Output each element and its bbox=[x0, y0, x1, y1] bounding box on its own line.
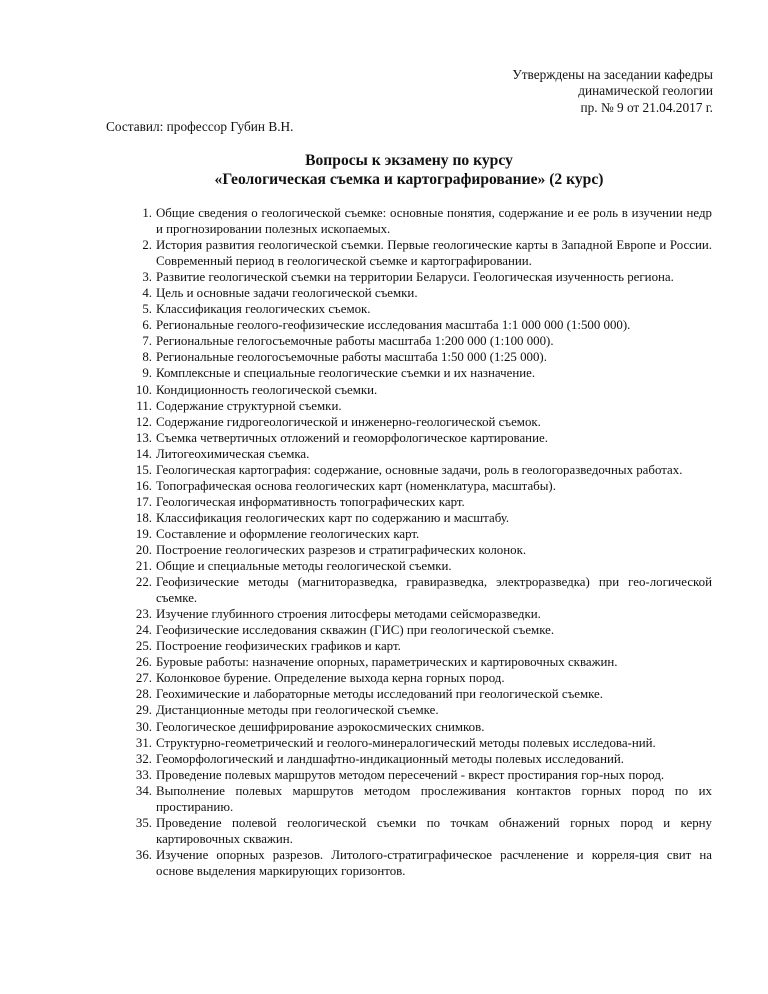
question-text: Геофизические методы (магниторазведка, гравиразведка, электроразведка) при гео-логической съемке. bbox=[156, 575, 712, 606]
question-number: 4. bbox=[142, 286, 152, 301]
question-list bbox=[0, 205, 712, 879]
question-text: Построение геофизических графиков и карт. bbox=[156, 639, 401, 654]
question-text: Изучение опорных разрезов. Литолого-стратиграфическое расчленение и корреля-ция свит на основе выделения маркирующих горизонтов. bbox=[156, 847, 712, 878]
approval-note bbox=[512, 67, 713, 116]
question-item bbox=[135, 574, 712, 606]
question-number: 6. bbox=[142, 318, 152, 333]
question-number: 18. bbox=[135, 510, 152, 525]
document-heading bbox=[106, 151, 712, 189]
question-text: Цель и основные задачи геологической съемки. bbox=[156, 286, 418, 301]
question-text: Проведение полевой геологической съемки по точкам обнажений горных пород и керну картировочных скважин. bbox=[156, 815, 712, 846]
approval-line: динамической геологии bbox=[578, 83, 713, 99]
question-number: 36. bbox=[135, 847, 152, 862]
question-number: 10. bbox=[135, 382, 152, 397]
question-text: Выполнение полевых маршрутов методом прослеживания контактов горных пород по их простиранию. bbox=[156, 783, 712, 814]
question-text: Геологическое дешифрирование аэрокосмических снимков. bbox=[156, 719, 485, 734]
question-text: Содержание структурной съемки. bbox=[156, 398, 342, 413]
question-number: 30. bbox=[135, 719, 152, 734]
question-text: Региональные гелогосъемочные работы масштаба 1:200 000 (1:100 000). bbox=[156, 334, 554, 349]
question-number: 11. bbox=[136, 398, 152, 413]
question-number: 32. bbox=[135, 751, 152, 766]
question-text: Топографическая основа геологических карт (номенклатура, масштабы). bbox=[156, 478, 556, 493]
approval-line: пр. № 9 от 21.04.2017 г. bbox=[580, 99, 713, 115]
question-item bbox=[135, 751, 712, 767]
question-text: Геохимические и лабораторные методы исследований при геологической съемке. bbox=[156, 687, 603, 702]
heading-line: Вопросы к экзамену по курсу bbox=[305, 152, 513, 169]
question-item bbox=[142, 333, 712, 349]
question-number: 25. bbox=[135, 639, 152, 654]
question-item bbox=[142, 301, 712, 317]
question-item bbox=[135, 510, 712, 526]
question-number: 15. bbox=[135, 462, 152, 477]
question-number: 14. bbox=[135, 446, 152, 461]
question-item bbox=[135, 414, 712, 430]
question-number: 2. bbox=[142, 238, 152, 253]
question-text: Классификация геологических съемок. bbox=[156, 302, 371, 317]
question-number: 24. bbox=[135, 623, 152, 638]
question-number: 27. bbox=[135, 671, 152, 686]
question-item bbox=[135, 847, 712, 879]
question-item bbox=[135, 686, 712, 702]
question-text: Классификация геологических карт по содержанию и масштабу. bbox=[156, 510, 510, 525]
question-text: Региональные геолого-геофизические исследования масштаба 1:1 000 000 (1:500 000). bbox=[156, 318, 631, 333]
question-number: 8. bbox=[142, 350, 152, 365]
question-item bbox=[135, 702, 712, 718]
question-item bbox=[142, 349, 712, 365]
question-item bbox=[135, 494, 712, 510]
question-item bbox=[135, 670, 712, 686]
question-number: 23. bbox=[135, 607, 152, 622]
question-number: 7. bbox=[142, 334, 152, 349]
question-item bbox=[135, 719, 712, 735]
question-item bbox=[135, 783, 712, 815]
question-item bbox=[135, 430, 712, 446]
question-text: Общие сведения о геологической съемке: основные понятия, содержание и ее роль в изучении недр и прогнозировании полезных ископаемых. bbox=[156, 206, 712, 237]
question-text: Геологическая картография: содержание, основные задачи, роль в геологоразведочных работах. bbox=[156, 462, 683, 477]
question-number: 13. bbox=[135, 430, 152, 445]
question-item bbox=[142, 237, 712, 269]
question-text: Геофизические исследования скважин (ГИС) при геологической съемке. bbox=[156, 623, 555, 638]
question-number: 17. bbox=[135, 494, 152, 509]
question-number: 31. bbox=[135, 735, 152, 750]
question-item bbox=[135, 478, 712, 494]
question-text: Составление и оформление геологических карт. bbox=[156, 526, 420, 541]
question-text: Кондиционность геологической съемки. bbox=[156, 382, 378, 397]
question-text: Колонковое бурение. Определение выхода керна горных пород. bbox=[156, 671, 505, 686]
question-number: 19. bbox=[135, 526, 152, 541]
question-text: Развитие геологической съемки на территории Беларуси. Геологическая изученность региона. bbox=[156, 270, 674, 285]
question-item bbox=[135, 638, 712, 654]
question-item bbox=[135, 622, 712, 638]
author-line: Составил: профессор Губин В.Н. bbox=[106, 119, 294, 134]
question-text: Дистанционные методы при геологической съемке. bbox=[156, 703, 439, 718]
question-number: 28. bbox=[135, 687, 152, 702]
question-number: 26. bbox=[135, 655, 152, 670]
question-item bbox=[135, 606, 712, 622]
approval-line: Утверждены на заседании кафедры bbox=[512, 67, 713, 82]
question-text: Проведение полевых маршрутов методом пересечений - вкрест простирания гор-ных пород. bbox=[156, 767, 665, 782]
question-text: История развития геологической съемки. Первые геологические карты в Западной Европе и России. Современный период в геологической съемке и картографировании. bbox=[156, 238, 712, 269]
question-item bbox=[135, 526, 712, 542]
question-text: Региональные геологосъемочные работы масштаба 1:50 000 (1:25 000). bbox=[156, 350, 547, 365]
question-item bbox=[135, 382, 712, 398]
question-number: 5. bbox=[142, 302, 152, 317]
question-text: Буровые работы: назначение опорных, параметрических и картировочных скважин. bbox=[156, 655, 618, 670]
question-text: Общие и специальные методы геологической съемки. bbox=[156, 559, 452, 574]
question-item bbox=[142, 205, 712, 237]
question-item bbox=[135, 815, 712, 847]
question-number: 9. bbox=[142, 366, 152, 381]
question-item bbox=[135, 558, 712, 574]
question-item bbox=[136, 398, 712, 414]
question-number: 35. bbox=[135, 815, 152, 830]
question-number: 22. bbox=[135, 575, 152, 590]
question-item bbox=[142, 317, 712, 333]
question-number: 29. bbox=[135, 703, 152, 718]
question-item bbox=[135, 767, 712, 783]
question-item bbox=[135, 735, 712, 751]
question-text: Содержание гидрогеологической и инженерно-геологической съемок. bbox=[156, 414, 541, 429]
question-number: 16. bbox=[135, 478, 152, 493]
question-text: Геологическая информативность топографических карт. bbox=[156, 494, 465, 509]
question-text: Построение геологических разрезов и стратиграфических колонок. bbox=[156, 542, 527, 557]
question-item bbox=[142, 365, 712, 381]
question-item bbox=[135, 654, 712, 670]
question-text: Литогеохимическая съемка. bbox=[156, 446, 310, 461]
question-item bbox=[142, 285, 712, 301]
question-number: 20. bbox=[135, 542, 152, 557]
heading-line: «Геологическая съемка и картографирование» (2 курс) bbox=[214, 171, 604, 188]
question-number: 33. bbox=[135, 767, 152, 782]
question-number: 1. bbox=[142, 206, 152, 220]
question-number: 21. bbox=[135, 559, 152, 574]
question-text: Геоморфологический и ландшафтно-индикационный методы полевых исследований. bbox=[156, 751, 625, 766]
question-item bbox=[135, 462, 712, 478]
question-number: 34. bbox=[135, 783, 152, 798]
question-number: 3. bbox=[142, 270, 152, 285]
question-number: 12. bbox=[135, 414, 152, 429]
question-item bbox=[135, 446, 712, 462]
question-text: Изучение глубинного строения литосферы методами сейсморазведки. bbox=[156, 607, 541, 622]
question-text: Комплексные и специальные геологические съемки и их назначение. bbox=[156, 366, 536, 381]
question-item bbox=[142, 269, 712, 285]
question-item bbox=[135, 542, 712, 558]
question-text: Структурно-геометрический и геолого-минералогический методы полевых исследова-ний. bbox=[156, 735, 656, 750]
question-text: Съемка четвертичных отложений и геоморфологическое картирование. bbox=[156, 430, 548, 445]
